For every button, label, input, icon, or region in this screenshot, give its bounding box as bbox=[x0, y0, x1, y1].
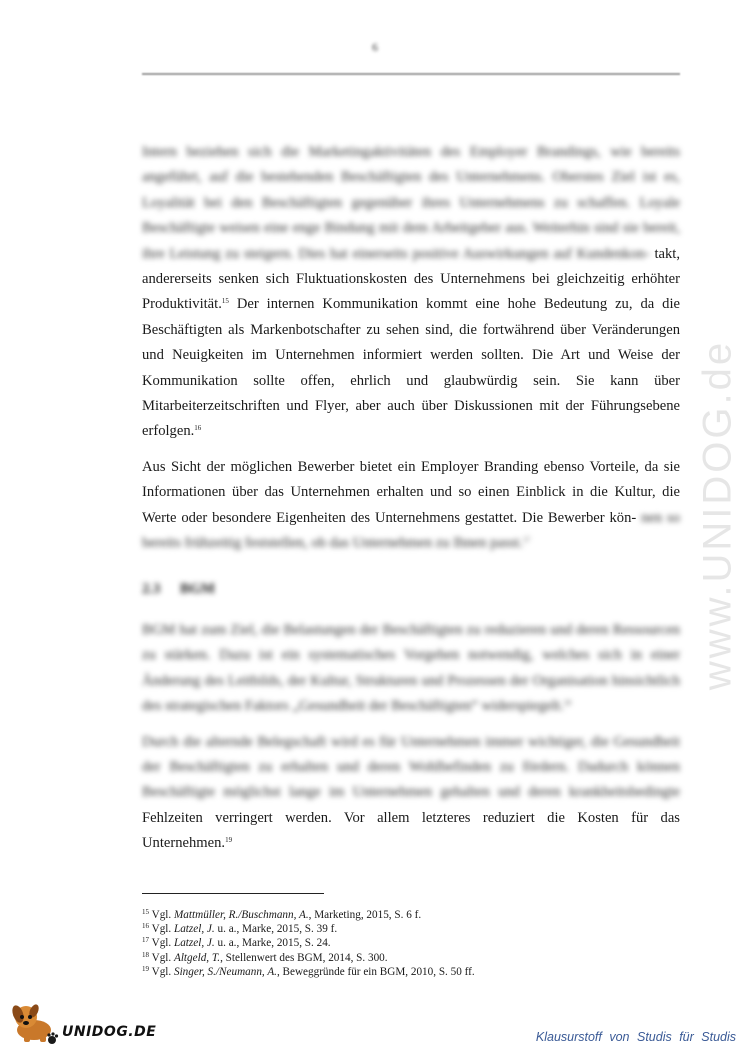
section-number: 2.3 bbox=[142, 580, 161, 597]
watermark bbox=[688, 290, 748, 740]
footnote-15: $^{15}$ Vgl. Mattmüller, R./Buschmann, A., Marketing, 2015, S. 6 f. bbox=[142, 908, 422, 921]
blurred-text: Intern beziehen sich die Marketingaktivitäten des Employer Brandings, wie bereits angeführt, auf die bestehenden Beschäftigten des Unternehmens. Oberstes Ziel ist es, Loyalität bei den Beschäftigten gegenüber ihres Unternehmens zu schaffen. Loyale Beschäftigte weisen eine enge Bindung mit dem Arbeitgeber aus. Weiterhin sind sie bereit, ihre Leistung zu steigern. Dies hat einerseits positive Auswirkungen auf Kundenkon- bbox=[142, 144, 680, 262]
blurred-text: Durch die alternde Belegschaft wird es für Unternehmen immer wichtiger, die Gesundheit der Beschäftigten zu erhalten und deren Wohlbefinden zu fördern. Dadurch können Beschäftigte möglichst lange im Unternehmen gehalten und deren krankheitsbedingte bbox=[142, 733, 680, 801]
paragraph-bgm-ziel: BGM hat zum Ziel, die Belastungen der Beschäftigten zu reduzieren und deren Ressourcen zu stärken. Dazu ist ein systematisches Vorgehen notwendig, welches sich in einer Änderung des Leitbilds, der Kultur, Strukturen und Prozessen der Organisation hinsichtlich des strategischen Faktors „Gesundheit der Beschäftigten“ widerspiegelt.$^{18}$ bbox=[142, 621, 680, 715]
footnotes bbox=[142, 908, 682, 979]
paragraph-alternde-belegschaft bbox=[142, 730, 680, 857]
dog-icon bbox=[10, 1000, 62, 1044]
tagline: Klausurstoff von Studis für Studis bbox=[535, 1030, 736, 1044]
watermark-text: www.UNIDOG.de bbox=[695, 339, 740, 691]
footnote-19: $^{19}$ Vgl. Singer, S./Neumann, A., Beweggründe für ein BGM, 2010, S. 50 ff. bbox=[142, 964, 475, 978]
header-rule bbox=[142, 73, 680, 75]
footnote-16: $^{16}$ Vgl. Latzel, J. u. a., Marke, 2015, S. 39 f. bbox=[142, 922, 338, 936]
footnote-ref-15: 15 bbox=[221, 297, 229, 306]
paragraph-employer-branding-intern bbox=[142, 140, 680, 445]
visible-text-cont: Der internen Kommunikation kommt eine hohe Bedeutung zu, da die Beschäftigten als Markenbotschafter zu sehen sind, die fortwährend über Veränderungen und Neuigkeiten im Unternehmen informiert werden sollten. Die Art und Weise der Kommunikation sollte offen, ehrlich und glaubwürdig sein. Sie kann über Mitarbeiterzeitschriften und Flyer, aber auch über Diskussionen mit der Führungsebene erfolgen. bbox=[142, 296, 680, 440]
section-heading bbox=[142, 577, 680, 602]
logo-text: UNIDOG.DE bbox=[62, 1024, 157, 1040]
footnote-18: $^{18}$ Vgl. Altgeld, T., Stellenwert des BGM, 2014, S. 300. bbox=[142, 950, 388, 964]
visible-text: takt, andererseits senken sich Fluktuationskosten des Unternehmens bei gleichzeitig erhöhter Produktivität. bbox=[142, 245, 681, 313]
section-title: BGM bbox=[180, 580, 215, 597]
footnote-17: $^{17}$ Vgl. Latzel, J. u. a., Marke, 2015, S. 24. bbox=[142, 936, 331, 950]
page-number: 6 bbox=[372, 40, 378, 54]
visible-text: Aus Sicht der möglichen Bewerber bietet ein Employer Branding ebenso Vorteile, da sie Informationen über das Unternehmen erhalten und so einen Einblick in die Kultur, die Werte oder besondere Eigenheiten des Unternehmens gestattet. Die Bewerber kön- bbox=[142, 458, 680, 526]
visible-text: Fehlzeiten verringert werden. Vor allem letzteres reduziert die Kosten für das Unternehmen. bbox=[142, 809, 680, 852]
footnote-ref-19: 19 bbox=[225, 836, 233, 845]
footnote-ref-16: 16 bbox=[194, 424, 202, 433]
footnote-rule bbox=[142, 893, 324, 894]
paragraph-bewerber bbox=[142, 455, 680, 557]
body-text bbox=[142, 140, 680, 857]
unidog-logo[interactable] bbox=[10, 1000, 160, 1044]
blurred-text: nen so bereits frühzeitig feststellen, ob das Unternehmen zu Ihnen passt.$^{17}$ bbox=[142, 509, 681, 552]
